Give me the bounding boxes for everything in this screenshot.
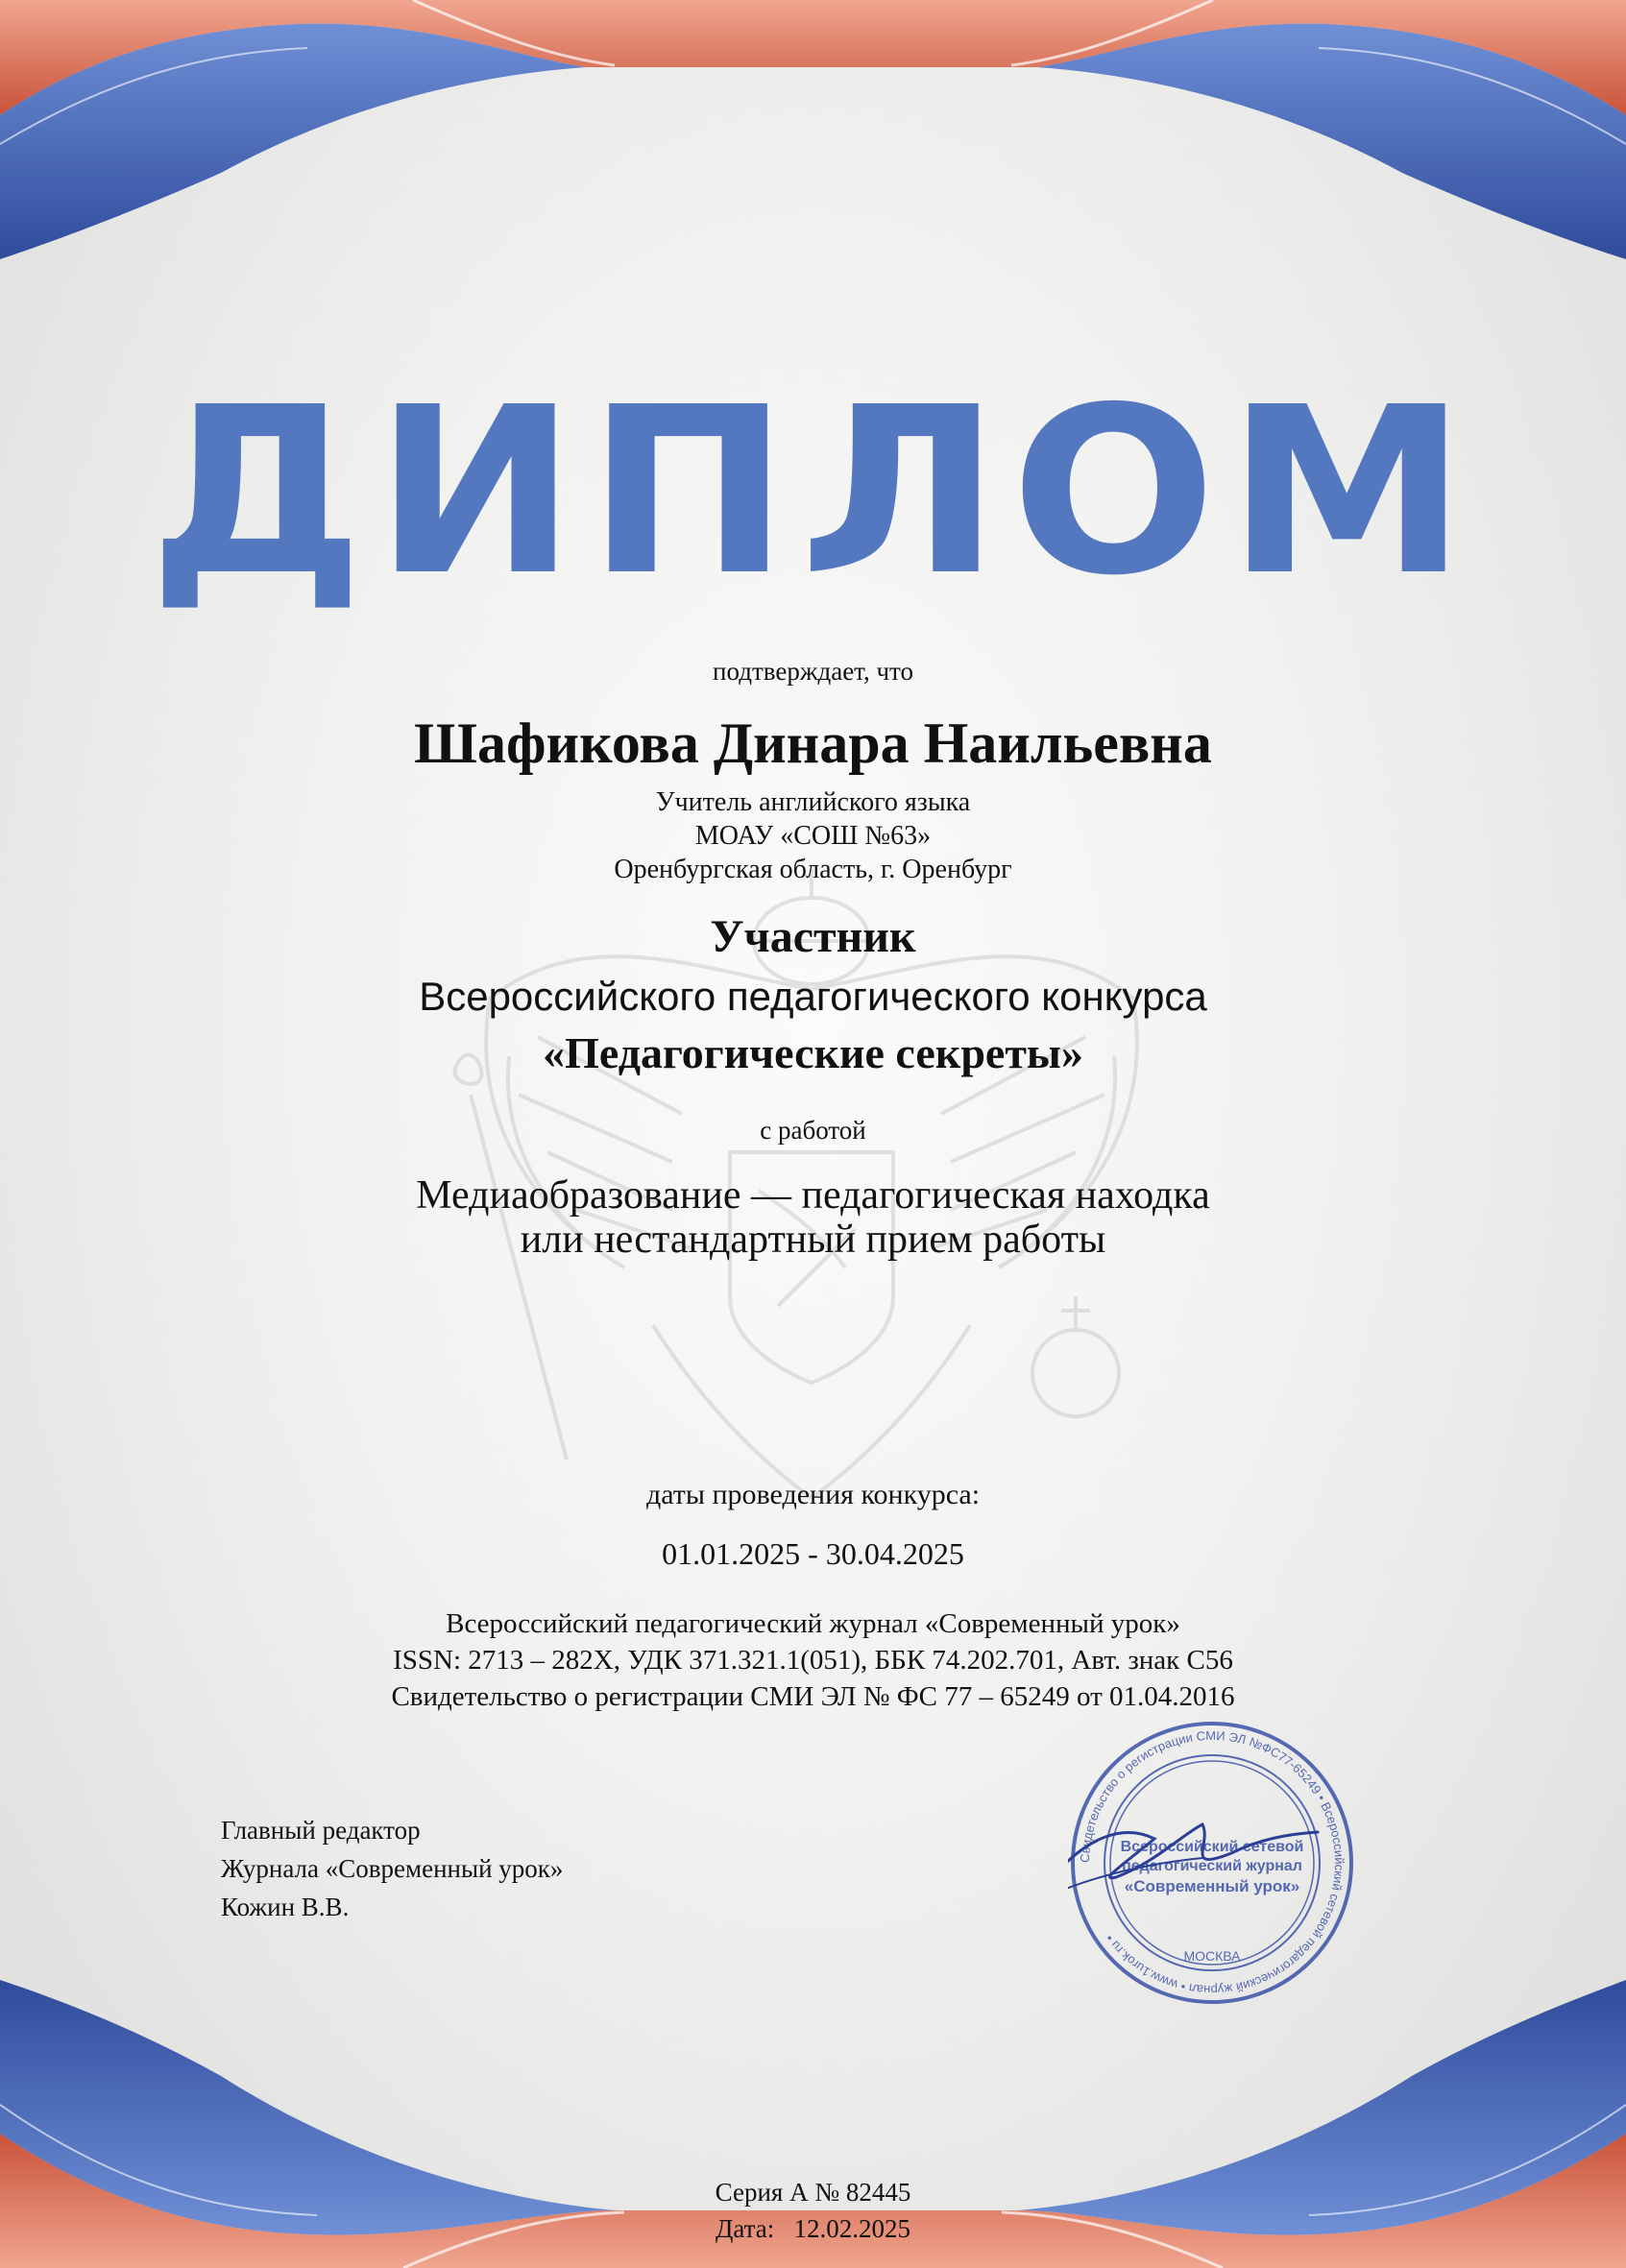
serial-info xyxy=(0,2174,1626,2247)
recipient-position: Учитель английского языка xyxy=(655,787,971,817)
work-title-line2: или нестандартный прием работы xyxy=(520,1218,1106,1262)
contest-name: «Педагогические секреты» xyxy=(543,1028,1083,1077)
editor-title: Главный редактор xyxy=(221,1816,421,1845)
diploma-title: ДИПЛОМ xyxy=(148,357,1478,626)
recipient-details xyxy=(0,785,1626,886)
work-title-line1: Медиаобразование — педагогическая находка xyxy=(416,1173,1210,1218)
journal-issn: ISSN: 2713 – 282X, УДК 371.321.1(051), ББК 74.202.701, Авт. знак С56 xyxy=(393,1645,1233,1676)
stamp-ring-textpath: Свидетельство о регистрации СМИ ЭЛ №ФС77-65249 • Всероссийский сетевой педагогический журнал • www.1urok.ru • xyxy=(1077,1727,1347,1998)
chief-editor-block xyxy=(221,1811,563,1926)
serial-number: Серия А № 82445 xyxy=(715,2178,911,2207)
editor-journal: Журнала «Современный урок» xyxy=(221,1854,564,1883)
journal-registration: Свидетельство о регистрации СМИ ЭЛ № ФС 77 – 65249 от 01.04.2016 xyxy=(391,1681,1235,1712)
recipient-school: МОАУ «СОШ №63» xyxy=(694,821,932,851)
participation-status: Участник xyxy=(710,911,916,962)
stamp-city: МОСКВА xyxy=(1183,1948,1241,1964)
work-title xyxy=(0,1173,1626,1262)
dates-label: даты проведения конкурса: xyxy=(645,1479,981,1510)
journal-name: Всероссийский педагогический журнал «Современный урок» xyxy=(446,1608,1180,1639)
issue-date: Дата: 12.02.2025 xyxy=(715,2214,911,2243)
stamp-center-line2: педагогический журнал xyxy=(1122,1858,1302,1874)
top-ribbon-decoration xyxy=(0,0,1626,307)
recipient-location: Оренбургская область, г. Оренбург xyxy=(614,855,1012,884)
work-label: с работой xyxy=(760,1116,866,1145)
official-stamp xyxy=(1068,1719,1356,2007)
contest-dates: 01.01.2025 - 30.04.2025 xyxy=(662,1536,964,1571)
editor-name: Кожин В.В. xyxy=(221,1893,350,1921)
stamp-center-line3: «Современный урок» xyxy=(1124,1877,1300,1895)
journal-info xyxy=(0,1605,1626,1715)
contest-type: Всероссийского педагогического конкурса xyxy=(419,974,1207,1019)
recipient-name: Шафикова Динара Наильевна xyxy=(414,712,1212,775)
confirms-text: подтверждает, что xyxy=(713,657,913,686)
stamp-center-line1: Всероссийский сетевой xyxy=(1120,1839,1304,1855)
